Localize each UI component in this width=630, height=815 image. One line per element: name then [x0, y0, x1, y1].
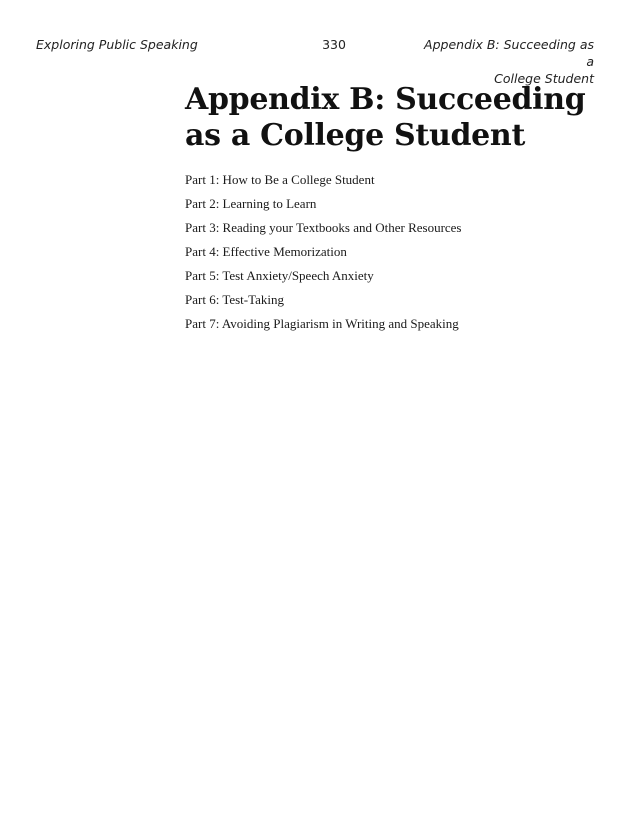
page-content [185, 82, 595, 336]
toc-item-part-1: Part 1: How to Be a College Student [185, 172, 375, 187]
header-chapter-title [419, 36, 594, 87]
toc-item-part-6: Part 6: Test-Taking [185, 292, 285, 307]
chapter-title-line-2: as a College Student [185, 118, 525, 153]
chapter-title [185, 82, 595, 154]
header-book-title: Exploring Public Speaking [36, 37, 198, 52]
running-header [36, 36, 594, 86]
header-page-number: 330 [322, 37, 346, 52]
chapter-title-line-1: Appendix B: Succeeding [185, 82, 586, 117]
table-of-contents [185, 168, 595, 336]
toc-item-part-5: Part 5: Test Anxiety/Speech Anxiety [185, 268, 374, 283]
toc-item-part-7: Part 7: Avoiding Plagiarism in Writing and Speaking [185, 316, 459, 331]
toc-item-part-4: Part 4: Effective Memorization [185, 244, 347, 259]
toc-item-part-3: Part 3: Reading your Textbooks and Other Resources [185, 220, 462, 235]
header-chapter-title-line-2: College Student [494, 71, 594, 86]
header-chapter-title-line-1: Appendix B: Succeeding as a [424, 37, 594, 69]
toc-item-part-2: Part 2: Learning to Learn [185, 196, 317, 211]
